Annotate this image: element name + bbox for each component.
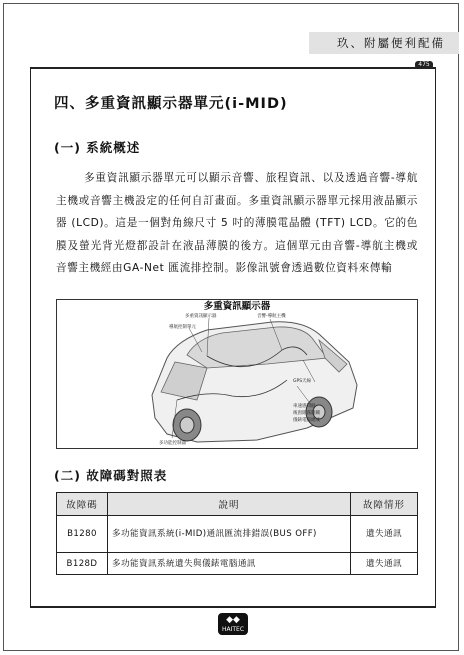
label-speed-sensor: 車速感知器 [293, 404, 316, 409]
right-rule [435, 68, 436, 608]
dtc-title: (二) 故障碼對照表 [54, 468, 168, 483]
footer-logo [218, 613, 248, 635]
logo-mark-icon: ◆◆ [226, 615, 240, 625]
label-mid: 多重資訊顯示器 [185, 314, 217, 319]
table-row [57, 516, 418, 553]
dtc-description: 多功能資訊系統(i-MID)通訊匯流排錯誤(BUS OFF) [108, 516, 351, 553]
header-rule [30, 67, 436, 69]
vehicle-diagram [56, 299, 418, 449]
label-multi-controller: 多功能控制器 [159, 441, 186, 446]
label-gps: GPS天線 [293, 379, 312, 384]
header-condition: 故障情形 [351, 493, 418, 516]
label-defog: 後窗除霧開關 [293, 411, 320, 416]
overview-title: (一) 系統概述 [54, 140, 141, 155]
overview-paragraph: 多重資訊顯示器單元可以顯示音響、旅程資訊、以及透過音響-導航主機或音響主機設定的任何自訂畫面。多重資訊顯示器單元採用液晶顯示器 (LCD)。這是一個對角線尺寸 5 吋的薄膜電晶體 (TFT) LCD。它的色膜及螢光背光燈都設計在液晶薄膜的後方。這個單元由音響-導航主機或音響主機經由GA-Net 匯流排控制。影像訊號會透過數位資料來傳輸 [56, 172, 418, 274]
left-rule [30, 68, 31, 608]
dtc-description: 多功能資訊系統遺失與儀錶電腦通訊 [108, 553, 351, 575]
label-nav-unit: 導航控制單元 [169, 325, 196, 330]
logo-text: HAITEC [221, 626, 245, 633]
car-illustration [57, 300, 417, 448]
table-header-row [57, 493, 418, 516]
table-row [57, 553, 418, 575]
dtc-table [56, 492, 418, 575]
dtc-condition: 遺失通訊 [351, 516, 418, 553]
header-code: 故障碼 [57, 493, 108, 516]
page-number: 475 [415, 61, 433, 69]
footer-rule [30, 606, 436, 608]
dtc-code: B128D [57, 553, 108, 575]
section-title: 四、多重資訊顯示器單元(i-MID) [54, 96, 288, 112]
chapter-tab: 玖、附屬便利配備 [309, 32, 459, 54]
label-audio-nav: 音響-導航主機 [257, 314, 286, 319]
dtc-code: B1280 [57, 516, 108, 553]
label-meter: 儀錶電腦總成 [293, 418, 320, 423]
header-description: 說明 [108, 493, 351, 516]
dtc-condition: 遺失通訊 [351, 553, 418, 575]
figure-title: 多重資訊顯示器 [203, 301, 271, 312]
